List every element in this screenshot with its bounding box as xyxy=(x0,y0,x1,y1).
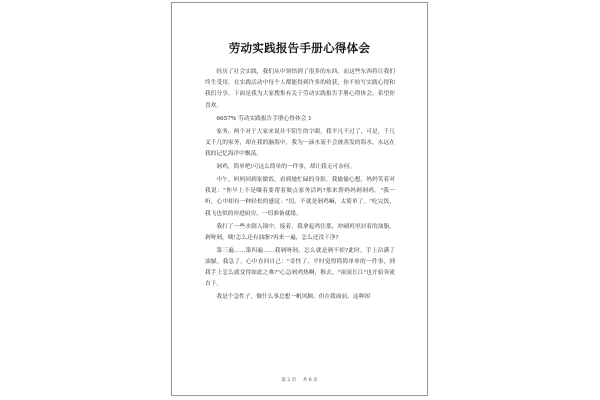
page-total: 共 6 页 xyxy=(302,378,318,383)
paragraph: 我打了一些水倒入锅中，接着，我拿起鸡往那，冲刷鸡里封着的油脂，剁呀剁，咦!怎么还有油脂?再来一遍，怎么还没干净? xyxy=(205,223,395,241)
paragraph: 第三遍……第四遍……我剁呀剁，怎么就是剁不掉?此时，手上沾满了油腻。我急了，心中直问自己："奇怪了，平时觉得简简单单的一件事，到我手上怎么就变得如此之难?"心急剁鸡热啊，猴去，"滚滚长江"也开始奔流直下。 xyxy=(205,247,395,288)
page-number: 第 2 页 xyxy=(281,378,297,383)
document-body xyxy=(205,67,395,305)
paragraph: 中午，妈妈回到家做饭。看到她忙碌的身影，我偷偷心想，妈妈笑着对我说："你早上不是嚷着要帮着做点家务活吗?那来帮妈妈剁剁鸡。"我一听，心中却有一种轻松的感觉："切，不就是剁鸡嘛，太简单了。"吃完饭，我飞也似的冲进厨房，一切准备就绪。 xyxy=(205,177,395,217)
paragraph-intro: 经历了社会实践，我们从中领悟到了很多的东西，而这些东西将让我们终生受用。在实践活动中每个人都能得到许多的收获，你不妨写实践心得和我们分享。下面是我为大家搜集有关于劳动实践报告手册心得体会，希望你喜欢。 xyxy=(205,69,395,109)
paragraph-section-heading: 6657% 劳动实践报告手册心得体会 1 xyxy=(216,115,312,122)
document-page xyxy=(171,2,428,396)
page-footer xyxy=(172,377,427,383)
paragraph: 我是个急性子，做什么事总想一帆风顺。但在我面前，这种困 xyxy=(216,294,370,301)
paragraph: 剁鸡，简单吧!可这么简单的一件事，却让我无可奈何。 xyxy=(216,164,356,171)
paragraph: 家务，两个对于大家来说并不陌生的字眼。我平凡不过了，可是，千几叉千几的家务，却在我的脑海中，我为一滴水流不会被蒸发的海水，永远在我的记忆海洋中飘荡。 xyxy=(205,128,395,158)
document-title: 劳动实践报告手册心得体会 xyxy=(228,41,371,55)
